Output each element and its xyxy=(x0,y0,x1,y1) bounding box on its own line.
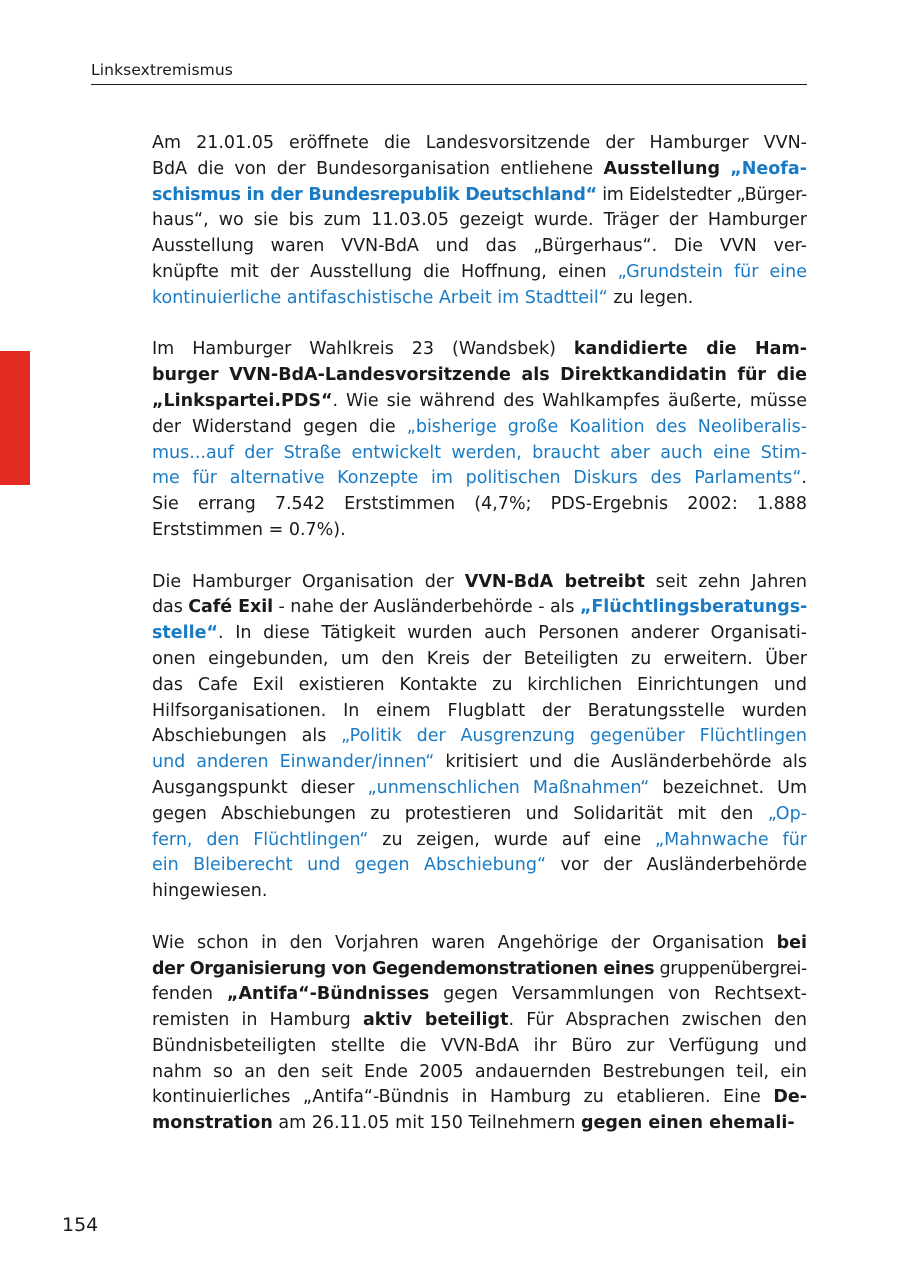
text-span: gruppenübergrei- xyxy=(654,958,808,979)
text-line xyxy=(152,1085,807,1111)
text-line xyxy=(152,931,807,957)
text-span: hingewiesen. xyxy=(152,881,268,902)
text-line xyxy=(152,570,807,596)
text-span: kontinuierliches „Antifa“-Bündnis in Hamburg zu etablieren. Eine xyxy=(152,1087,774,1108)
text-span: Sie errang 7.542 Erststimmen (4,7%; PDS-Ergebnis 2002: 1.888 xyxy=(152,494,807,515)
text-line xyxy=(152,621,807,647)
text-span: onen eingebunden, um den Kreis der Beteiligten zu erweitern. Über xyxy=(152,648,807,669)
quote-span: „Politik der Ausgrenzung gegenüber Flüchtlingen xyxy=(341,726,808,747)
text-span: zu legen. xyxy=(607,287,694,308)
emphasis-span: VVN-BdA betreibt xyxy=(464,571,645,592)
running-header xyxy=(91,60,807,85)
text-span: Hilfsorganisationen. In einem Flugblatt der Beratungsstelle wurden xyxy=(152,700,807,721)
emphasis-span: der Organisierung von Gegendemonstrationen eines xyxy=(152,958,655,979)
text-span: gegen Abschiebungen zu protestieren und Solidarität mit den xyxy=(152,803,768,824)
text-span: zu zeigen, wurde auf eine xyxy=(368,829,656,850)
body-text xyxy=(152,131,807,1163)
paragraph-3 xyxy=(152,570,807,905)
paragraph-2 xyxy=(152,337,807,543)
text-span: Bündnisbeteiligten stellte die VVN-BdA ihr Büro zur Verfügung und xyxy=(152,1035,807,1056)
text-line xyxy=(152,957,807,983)
emphasis-span: burger VVN-BdA-Landesvorsitzende als Direktkandidatin für die xyxy=(152,365,807,386)
page-number: 154 xyxy=(62,1214,99,1236)
text-span: gegen Versammlungen von Rechtsext- xyxy=(429,984,807,1005)
text-span: remisten in Hamburg xyxy=(152,1010,363,1031)
text-line xyxy=(152,879,807,905)
text-span: knüpfte mit der Ausstellung die Hoffnung, einen xyxy=(152,261,618,282)
text-span: bezeichnet. Um xyxy=(649,777,807,798)
text-line xyxy=(152,776,807,802)
text-line xyxy=(152,647,807,673)
emphasis-span: „Linkspartei.PDS“ xyxy=(152,390,333,411)
emphasis-span: Ausstellung xyxy=(603,158,720,179)
running-header-title: Linksextremismus xyxy=(91,61,233,79)
text-span: Die Hamburger Organisation der xyxy=(152,571,465,592)
quote-span: „Op- xyxy=(767,803,807,824)
emphasis-span: aktiv beteiligt xyxy=(362,1010,509,1031)
text-line xyxy=(152,750,807,776)
text-line xyxy=(152,1008,807,1034)
text-line xyxy=(152,208,807,234)
text-span: - nahe der Ausländerbehörde - als xyxy=(273,597,580,618)
quote-span: „Neofa- xyxy=(730,158,807,179)
text-span: fenden xyxy=(152,984,227,1005)
emphasis-span: kandidierte die Ham- xyxy=(573,339,807,360)
text-span: am 26.11.05 mit 150 Teilnehmern xyxy=(272,1113,581,1134)
text-span: vor der Ausländerbehörde xyxy=(546,855,807,876)
text-span: Am 21.01.05 eröffnete die Landesvorsitzende der Hamburger VVN- xyxy=(152,133,807,153)
text-line xyxy=(152,982,807,1008)
text-line xyxy=(152,802,807,828)
quote-span: kontinuierliche antifaschistische Arbeit im Stadtteil“ xyxy=(152,287,608,308)
quote-span: ein Bleiberecht und gegen Abschiebung“ xyxy=(152,855,547,876)
emphasis-span: Café Exil xyxy=(188,597,274,618)
text-span: haus“, wo sie bis zum 11.03.05 gezeigt wurde. Träger der Hamburger xyxy=(152,210,807,231)
text-line xyxy=(152,1060,807,1086)
text-line xyxy=(152,853,807,879)
text-span: Im Hamburger Wahlkreis 23 (Wandsbek) xyxy=(152,339,574,360)
emphasis-span: De- xyxy=(773,1087,807,1108)
text-line xyxy=(152,260,807,286)
quote-span: me für alternative Konzepte im politischen Diskurs des Parlaments“ xyxy=(152,468,802,489)
text-span: seit zehn Jahren xyxy=(644,571,808,592)
text-span: Ausstellung waren VVN-BdA und das „Bürgerhaus“. Die VVN ver- xyxy=(152,236,807,257)
quote-span: „Grundstein für eine xyxy=(617,261,808,282)
text-line xyxy=(152,234,807,260)
text-span: nahm so an den seit Ende 2005 andauernden Bestrebungen teil, ein xyxy=(152,1061,807,1082)
text-span: das xyxy=(152,597,189,618)
text-span: . Für Absprachen zwischen den xyxy=(508,1010,807,1031)
quote-span: stelle“ xyxy=(152,623,219,644)
quote-span: mus...auf der Straße entwickelt werden, braucht aber auch eine Stim- xyxy=(152,442,807,463)
text-span xyxy=(720,159,730,179)
text-span: BdA die von der Bundesorganisation entliehene xyxy=(152,158,604,179)
text-line xyxy=(152,724,807,750)
text-line xyxy=(152,286,807,312)
quote-span: „unmenschlichen Maßnahmen“ xyxy=(367,777,650,798)
text-span: Erststimmen = 0.7%). xyxy=(152,519,346,540)
text-line xyxy=(152,131,807,157)
text-span: das Cafe Exil existieren Kontakte zu kirchlichen Einrichtungen und xyxy=(152,674,807,695)
text-line xyxy=(152,595,807,621)
text-line xyxy=(152,828,807,854)
quote-span: „Mahnwache für xyxy=(655,829,807,850)
text-line xyxy=(152,415,807,441)
text-span: Abschiebungen als xyxy=(152,726,342,747)
text-line xyxy=(152,183,807,209)
text-span: im Eidelstedter „Bürger- xyxy=(596,184,807,205)
text-span: . In diese Tätigkeit wurden auch Personen anderer Organisati- xyxy=(218,623,807,644)
text-line xyxy=(152,389,807,415)
text-span: Wie schon in den Vorjahren waren Angehörige der Organisation xyxy=(152,932,777,953)
text-line xyxy=(152,466,807,492)
paragraph-4 xyxy=(152,931,807,1137)
text-line xyxy=(152,441,807,467)
text-line xyxy=(152,1111,807,1137)
text-line xyxy=(152,518,807,544)
quote-span: „Flüchtlingsberatungs- xyxy=(579,597,808,618)
emphasis-span: „Antifa“-Bündnisses xyxy=(226,984,430,1005)
emphasis-span: monstration xyxy=(152,1113,273,1134)
text-line xyxy=(152,492,807,518)
text-line xyxy=(152,363,807,389)
emphasis-span: gegen einen ehemali- xyxy=(581,1113,795,1134)
quote-span: fern, den Flüchtlingen“ xyxy=(152,829,369,850)
text-line xyxy=(152,1034,807,1060)
emphasis-span: bei xyxy=(776,932,807,953)
text-line xyxy=(152,699,807,725)
text-span: Ausgangspunkt dieser xyxy=(152,777,368,798)
text-span: . Wie sie während des Wahlkampfes äußerte, müsse xyxy=(332,390,807,411)
text-span: der Widerstand gegen die xyxy=(152,416,407,437)
quote-span: „bisherige große Koalition des Neoliberalis- xyxy=(406,416,807,437)
text-span: . xyxy=(801,468,807,489)
paragraph-1 xyxy=(152,131,807,312)
text-span: kritisiert und die Ausländerbehörde als xyxy=(434,752,807,773)
chapter-marker-tab xyxy=(0,351,30,485)
text-line xyxy=(152,157,807,183)
text-line xyxy=(152,673,807,699)
text-line xyxy=(152,337,807,363)
quote-span: und anderen Einwander/innen“ xyxy=(152,752,435,773)
quote-span: schismus in der Bundesrepublik Deutschland“ xyxy=(152,184,597,205)
